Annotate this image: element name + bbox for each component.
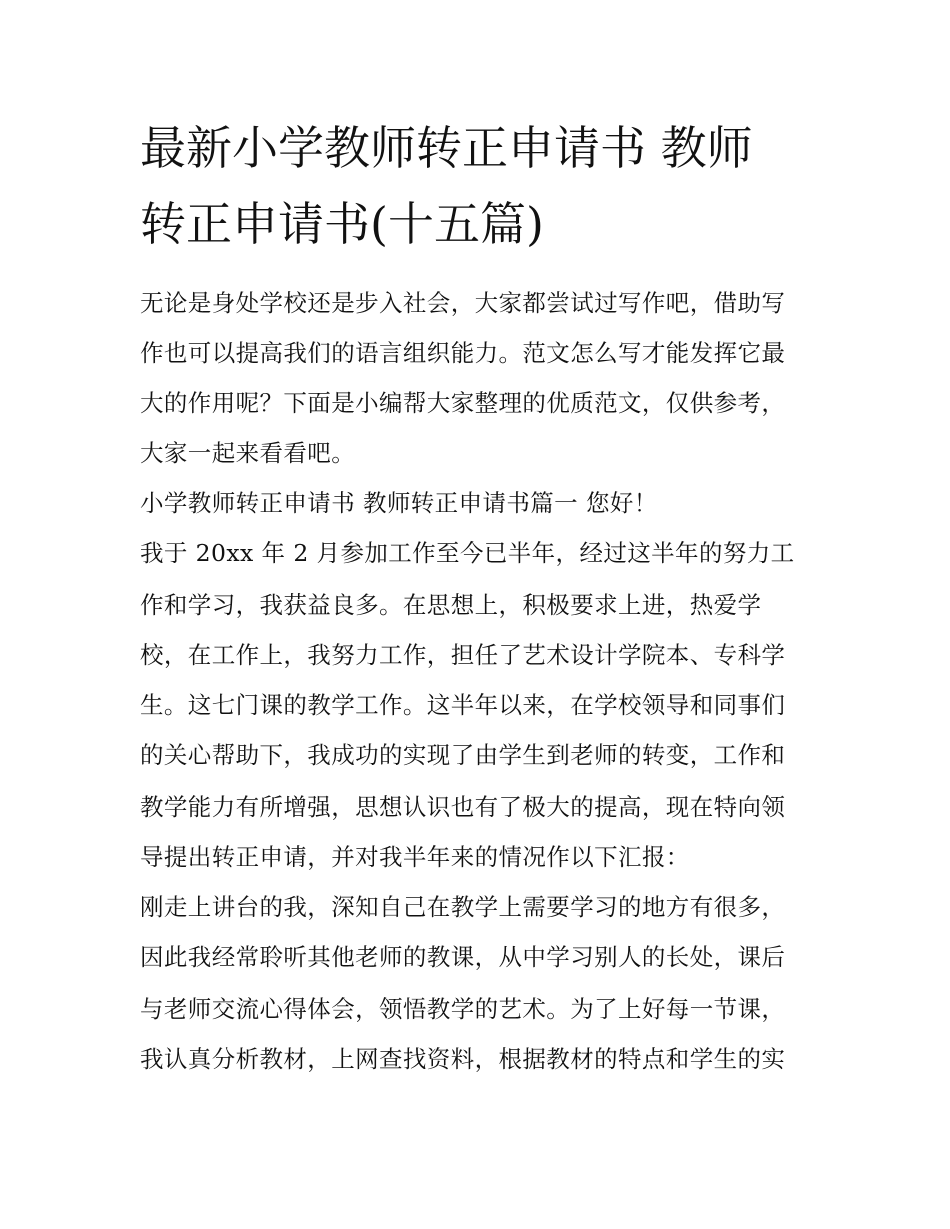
- body-line: 校，在工作上，我努力工作，担任了艺术设计学院本、专科学: [140, 641, 786, 669]
- body-line: 我认真分析教材，上网查找资料，根据教材的特点和学生的实: [140, 1045, 786, 1073]
- body-line: 与老师交流心得体会，领悟教学的艺术。为了上好每一节课，: [140, 995, 786, 1023]
- body-line: 作和学习，我获益良多。在思想上，积极要求上进，热爱学: [140, 591, 762, 619]
- body-line: 的关心帮助下，我成功的实现了由学生到老师的转变，工作和: [140, 741, 786, 769]
- body-line: 我于 20xx 年 2 月参加工作至今已半年，经过这半年的努力工: [140, 539, 795, 567]
- body-line: 小学教师转正申请书 教师转正申请书篇一 您好！: [140, 489, 658, 517]
- body-line: 大家一起来看看吧。: [140, 439, 356, 467]
- body-line: 教学能力有所增强，思想认识也有了极大的提高，现在特向领: [140, 793, 786, 821]
- body-line: 刚走上讲台的我，深知自己在教学上需要学习的地方有很多，: [140, 893, 786, 921]
- title-line-1: 最新小学教师转正申请书 教师: [140, 121, 753, 175]
- body-line: 因此我经常聆听其他老师的教课，从中学习别人的长处，课后: [140, 943, 786, 971]
- body-line: 无论是身处学校还是步入社会，大家都尝试过写作吧，借助写: [140, 289, 786, 317]
- body-line: 生。这七门课的教学工作。这半年以来，在学校领导和同事们: [140, 691, 786, 719]
- body-line: 作也可以提高我们的语言组织能力。范文怎么写才能发挥它最: [140, 339, 786, 367]
- body-line: 导提出转正申请，并对我半年来的情况作以下汇报：: [140, 843, 690, 871]
- document-title: [140, 110, 820, 262]
- body-line: 大的作用呢？下面是小编帮大家整理的优质范文，仅供参考，: [140, 389, 786, 417]
- title-line-2: 转正申请书(十五篇): [140, 197, 544, 251]
